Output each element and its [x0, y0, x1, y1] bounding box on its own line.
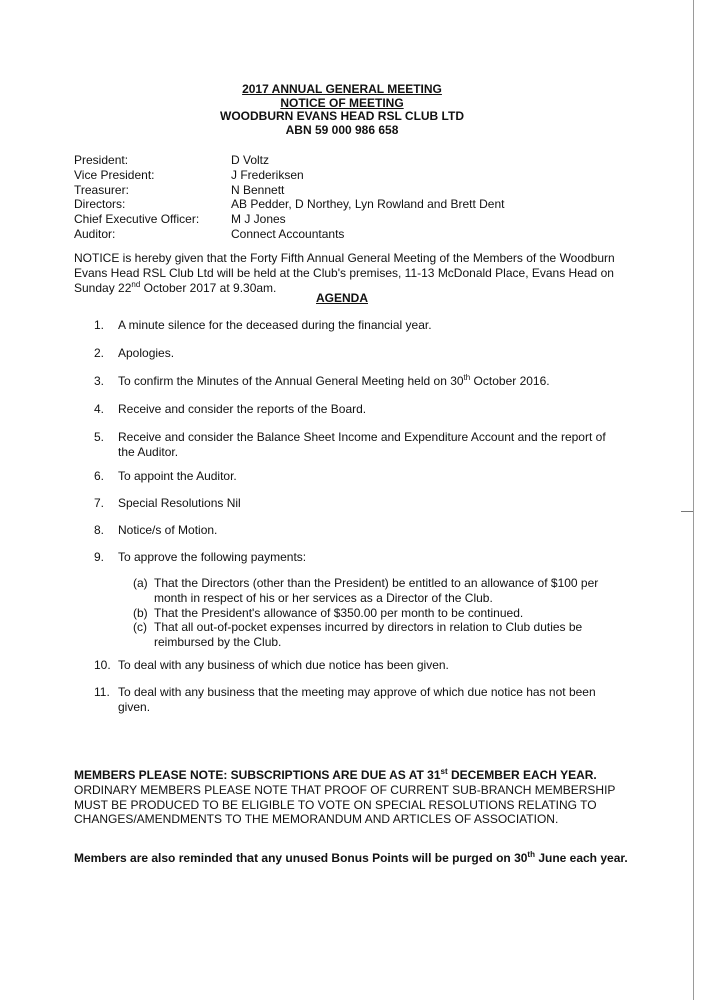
- meeting-title: 2017 ANNUAL GENERAL MEETING: [242, 82, 442, 96]
- agenda-item-number: 7.: [94, 496, 105, 510]
- agenda-item-text: To deal with any business of which due notice has been given.: [118, 658, 449, 672]
- officer-row: [74, 183, 504, 198]
- payment-text: That the President's allowance of $350.00 per month to be continued.: [154, 605, 524, 620]
- agenda-item-number: 11.: [94, 685, 110, 699]
- agenda-item-text: To deal with any business that the meeting may approve of which due notice has not been given.: [118, 685, 596, 714]
- officer-row: [74, 212, 504, 227]
- officer-role: Vice President:: [74, 167, 155, 182]
- payment-letter: (c): [133, 620, 147, 635]
- officer-name: J Frederiksen: [231, 167, 304, 182]
- officer-row: [74, 227, 504, 242]
- agenda-item-text: [118, 374, 614, 389]
- agenda-date-suffix: th: [463, 373, 471, 382]
- agenda-item-number: 5.: [94, 430, 105, 444]
- ordinary-members-notice: ORDINARY MEMBERS PLEASE NOTE THAT PROOF OF CURRENT SUB-BRANCH MEMBERSHIP MUST BE PRODUCED TO BE ELIGIBLE TO VOTE ON SPECIAL RESOLUTIONS RELATING TO CHANGES/AMENDMENTS TO THE MEMORANDUM AND ARTICLES OF ASSOCIATION.: [74, 782, 616, 827]
- officer-role: Chief Executive Officer:: [74, 212, 200, 227]
- officer-row: [74, 197, 504, 212]
- payment-letter: (b): [133, 605, 148, 620]
- payment-text: That all out-of-pocket expenses incurred by directors in relation to Club duties be reimbursed by the Club.: [154, 620, 583, 650]
- agenda-item: [94, 318, 614, 333]
- officer-name: M J Jones: [231, 212, 286, 227]
- agenda-item-number: 10.: [94, 658, 111, 672]
- agenda-item-text: Receive and consider the reports of the Board.: [118, 402, 367, 416]
- officers-list: [74, 153, 504, 242]
- officer-name: Connect Accountants: [231, 226, 345, 241]
- agenda-item-text: Apologies.: [118, 346, 175, 360]
- agenda-item: [94, 402, 614, 417]
- agenda-item-text: A minute silence for the deceased during the financial year.: [118, 318, 432, 332]
- scan-tick-mark: [681, 511, 693, 512]
- club-abn: ABN 59 000 986 658: [285, 122, 399, 137]
- meeting-header: [0, 83, 684, 137]
- payment-item: [133, 606, 613, 621]
- agenda-item-text-part: To confirm the Minutes of the Annual General Meeting held on 30: [118, 374, 464, 388]
- notice-paragraph: [74, 251, 634, 295]
- agenda-item-number: 3.: [94, 374, 105, 388]
- notice-text: NOTICE is hereby given that the Forty Fifth Annual General Meeting of the Members of the Woodburn Evans Head RSL Club Ltd will be held at the Club's premises, 11-13 McDonald Place, Evans Head on Sunday 22: [74, 251, 615, 295]
- officer-name: N Bennett: [231, 182, 285, 197]
- notice-date-suffix: nd: [131, 279, 141, 289]
- subscriptions-notice: [74, 768, 634, 783]
- agenda-item-text-part: October 2016.: [470, 374, 550, 388]
- payment-text: That the Directors (other than the President) be entitled to an allowance of $100 per month in respect of his or her services as a Director of the Club.: [154, 576, 599, 605]
- reminder-text: Members are also reminded that any unused Bonus Points will be purged on 30: [74, 851, 528, 865]
- agenda-item-number: 2.: [94, 346, 105, 360]
- officer-role: Auditor:: [74, 226, 116, 241]
- agenda-item-text: Notice/s of Motion.: [118, 523, 218, 537]
- agenda-item: [94, 346, 614, 361]
- agenda-item: [94, 430, 614, 460]
- agenda-item-number: 6.: [94, 469, 105, 483]
- agenda-item-number: 9.: [94, 550, 105, 564]
- officer-row: [74, 168, 504, 183]
- agenda-item-text: To appoint the Auditor.: [118, 469, 237, 483]
- officer-name: D Voltz: [231, 153, 270, 167]
- agenda-item: [94, 658, 614, 673]
- agenda-item-number: 4.: [94, 402, 105, 416]
- officer-role: Directors:: [74, 197, 126, 212]
- agenda-item-number: 8.: [94, 523, 105, 537]
- subscriptions-text-end: DECEMBER EACH YEAR.: [447, 768, 597, 782]
- agenda-item: [94, 469, 614, 484]
- agenda-item-text: Receive and consider the Balance Sheet Income and Expenditure Account and the report of the Auditor.: [118, 430, 606, 459]
- agenda-item-number: 1.: [94, 318, 105, 332]
- agenda-item-text: To approve the following payments:: [118, 550, 307, 564]
- bonus-points-reminder: [74, 851, 634, 867]
- agenda-title: AGENDA: [315, 291, 368, 305]
- officer-row: [74, 153, 504, 168]
- officer-role: President:: [74, 153, 129, 167]
- agenda-item: [94, 523, 614, 538]
- subscriptions-date-suffix: st: [440, 767, 448, 776]
- club-name: WOODBURN EVANS HEAD RSL CLUB LTD: [220, 109, 464, 123]
- subscriptions-text: MEMBERS PLEASE NOTE: SUBSCRIPTIONS ARE DUE AS AT 31: [74, 768, 441, 782]
- notice-heading: NOTICE OF MEETING: [280, 95, 404, 110]
- payment-letter: (a): [133, 576, 148, 590]
- notice-text-end: October 2017 at 9.30am.: [140, 280, 277, 295]
- payment-item: [133, 620, 613, 650]
- payment-item: [133, 576, 613, 606]
- reminder-text-end: June each year.: [534, 851, 628, 865]
- agenda-item: [94, 685, 614, 715]
- agenda-item: [94, 550, 614, 565]
- officer-role: Treasurer:: [74, 182, 129, 197]
- officer-name: AB Pedder, D Northey, Lyn Rowland and Brett Dent: [231, 197, 505, 212]
- scan-edge-line: [693, 0, 694, 1000]
- agenda-item: [94, 496, 614, 511]
- reminder-date-suffix: th: [527, 850, 535, 859]
- payments-list: [133, 576, 613, 650]
- agenda-item: [94, 374, 614, 389]
- agenda-item-text: Special Resolutions Nil: [118, 496, 241, 510]
- members-note: [74, 768, 634, 827]
